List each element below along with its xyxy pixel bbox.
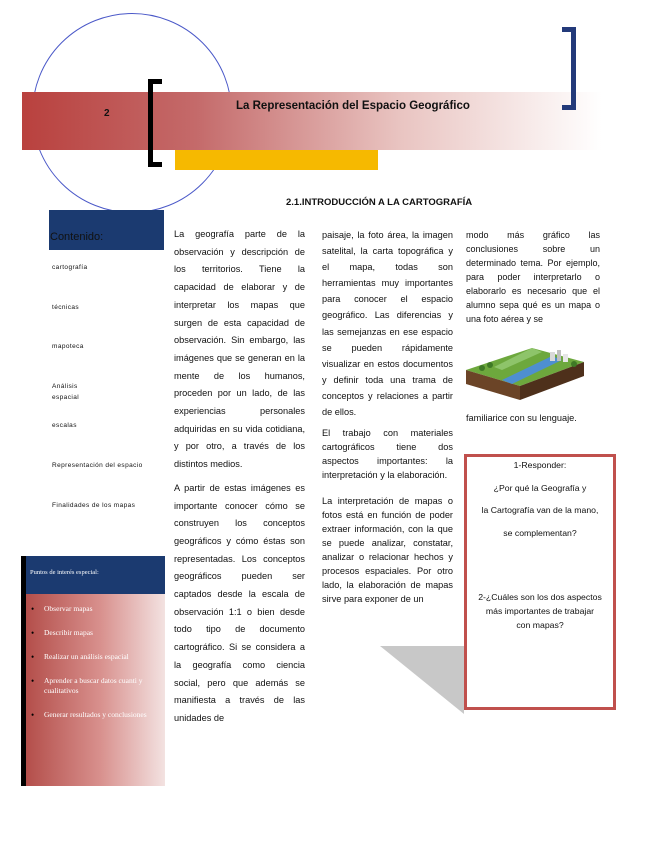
- paragraph: A partir de estas imágenes es importante conocer cómo se construyen los conceptos geográficos y cómo éstas son representadas. Los conceptos geográficos pueden ser captados desde la escala de observación 1:1 o bien desde todo tipo de documento cartográfico. Si se considera a la geografía como ciencia social, pero que además se manifiesta a través de las unidades de: [174, 482, 305, 723]
- paragraph: modo más gráfico las conclusiones sobre un determinado tema. Por ejemplo, para poder interpretarlo o elaborarlo es necesario que el alumno sepa qué es un mapa o una foto aérea y se: [466, 230, 600, 324]
- toc-item: Finalidades de los mapas: [52, 502, 136, 509]
- question-text: 2-¿Cuáles son los dos aspectos: [478, 592, 602, 602]
- toc-item: Representación del espacio: [52, 462, 143, 469]
- toc-item: escalas: [52, 422, 77, 429]
- document-title: La Representación del Espacio Geográfico: [236, 100, 470, 112]
- paragraph: paisaje, la foto área, la imagen satelital, la carta topográfica y el mapa, todas son herramientas muy importantes para conocer el espacio geográfico. Las diferencias y las semejanzas en ese espacio se pueden rápidamente visualizar en estos documentos y definir toda una trama de conceptos y relaciones a partir de ellos.: [322, 230, 453, 418]
- section-title: 2.1.INTRODUCCIÓN A LA CARTOGRAFÍA: [286, 197, 473, 208]
- page-number: 2: [104, 108, 110, 119]
- contents-title: Contenido:: [50, 231, 104, 243]
- question-text: ¿Por qué la Geografía y: [493, 483, 587, 493]
- sidebar-title: Puntos de interés especial:: [30, 569, 99, 576]
- paragraph: familiarice con su lenguaje.: [466, 413, 577, 423]
- question-text: con mapas?: [516, 620, 564, 630]
- question-heading: 1-Responder:: [513, 460, 567, 470]
- toc-item: Análisis espacial: [52, 383, 80, 401]
- paragraph: La interpretación de mapas o fotos está en función de poder extraer información, con la que se puede analizar, constatar, analizar o relacionar hechos y procesos espaciales. Por otro lado, la elaboración de mapas sirve para exponer de un: [322, 496, 453, 605]
- interest-item: • Observar mapas: [30, 604, 160, 614]
- interest-item: • Realizar un análisis espacial: [30, 652, 160, 662]
- toc-item: técnicas: [52, 304, 80, 311]
- interest-item: • Aprender a buscar datos cuanti y cualitativos: [30, 676, 160, 696]
- paragraph: El trabajo con materiales cartográficos tiene dos aspectos importantes: la interpretación y la elaboración.: [322, 428, 453, 481]
- question-text: la Cartografía van de la mano,: [481, 505, 599, 515]
- question-text: más importantes de trabajar: [485, 606, 595, 616]
- question-text: se complementan?: [503, 528, 577, 538]
- interest-item: • Generar resultados y conclusiones: [30, 710, 160, 720]
- toc-item: cartografía: [52, 264, 88, 271]
- interest-item: • Describir mapas: [30, 628, 160, 638]
- paragraph: La geografía parte de la observación y descripción de los territorios. Tiene la capacidad de elaborar y de interpretar los mapas que surgen de esta capacidad de observación. Sin embargo, las imágenes que se generan en la mente de los humanos, proceden por un lado, de las experiencias personales adquiridas en su vida cotidiana, y por otro, a través de los distintos medios.: [174, 229, 305, 470]
- toc-item: mapoteca: [52, 343, 84, 350]
